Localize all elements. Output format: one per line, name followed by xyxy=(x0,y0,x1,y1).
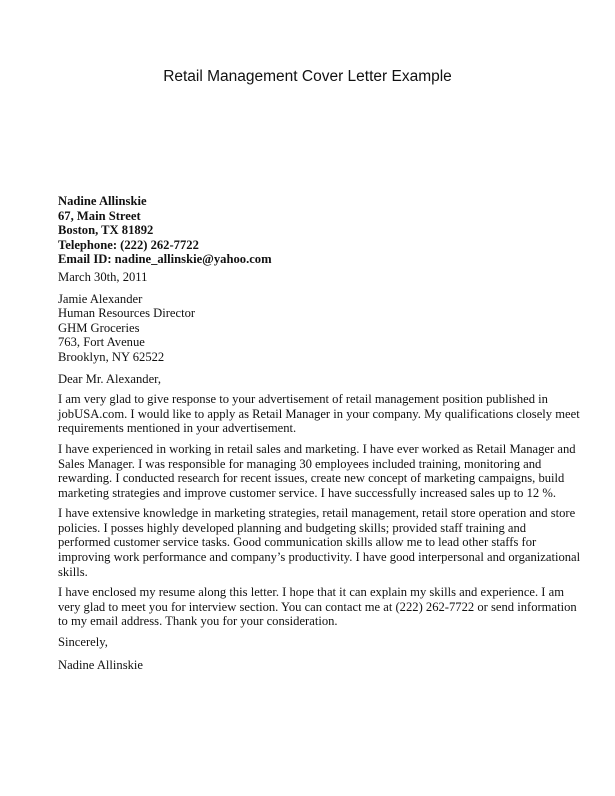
signature-name: Nadine Allinskie xyxy=(58,657,143,672)
paragraph-line: I have extensive knowledge in marketing strategies, retail management, retail store operation and store xyxy=(58,506,576,521)
paragraph-3 xyxy=(58,506,581,579)
sender-block xyxy=(58,194,568,267)
paragraph-line: policies. I posses highly developed planning and budgeting skills; provided staff training and xyxy=(58,520,527,535)
recipient-title: Human Resources Director xyxy=(58,306,196,321)
paragraph-line: improving work performance and company’s productivity. I have good interpersonal and organizational xyxy=(58,550,581,565)
paragraph-line: marketing strategies and improve customer service. I have successfully increased sales up to 12 %. xyxy=(58,485,556,500)
paragraph-line: I have enclosed my resume along this letter. I hope that it can explain my skills and experience. I am xyxy=(58,585,565,600)
paragraph-line: I am very glad to give response to your advertisement of retail management position published in xyxy=(58,392,548,407)
salutation: Dear Mr. Alexander, xyxy=(58,371,162,386)
sender-street: 67, Main Street xyxy=(58,208,141,223)
paragraph-1 xyxy=(58,392,580,436)
paragraph-line: performed customer service tasks. Good communication skills allow me to lead other staffs for xyxy=(58,535,537,550)
paragraph-4 xyxy=(58,585,577,629)
paragraph-line: very glad to meet you for interview section. You can contact me at (222) 262-7722 or send information xyxy=(58,599,577,614)
paragraph-line: to my email address. Thank you for your consideration. xyxy=(58,614,338,629)
recipient-block xyxy=(58,292,568,365)
recipient-city: Brooklyn, NY 62522 xyxy=(58,349,165,364)
letter-body xyxy=(58,194,581,672)
recipient-street: 763, Fort Avenue xyxy=(58,335,145,350)
sender-telephone: Telephone: (222) 262-7722 xyxy=(58,237,199,252)
letter-date: March 30th, 2011 xyxy=(58,269,148,284)
sender-city: Boston, TX 81892 xyxy=(58,223,154,238)
paragraph-line: rewarding. I conducted research for recent issues, create new concept of marketing campaigns, build xyxy=(58,471,565,486)
recipient-name: Jamie Alexander xyxy=(58,291,143,306)
document-title: Retail Management Cover Letter Example xyxy=(163,68,452,85)
sender-name: Nadine Allinskie xyxy=(58,194,147,208)
closing: Sincerely, xyxy=(58,635,108,650)
recipient-company: GHM Groceries xyxy=(58,320,140,335)
paragraph-line: requirements mentioned in your advertisement. xyxy=(58,421,297,436)
sender-email: Email ID: nadine_allinskie@yahoo.com xyxy=(58,252,272,267)
paragraph-line: jobUSA.com. I would like to apply as Retail Manager in your company. My qualifications closely meet xyxy=(58,406,580,421)
paragraph-2 xyxy=(58,441,576,500)
paragraph-line: Sales Manager. I was responsible for managing 30 employees included training, monitoring and xyxy=(58,456,542,471)
paragraph-line: I have experienced in working in retail sales and marketing. I have ever worked as Retail Manager and xyxy=(58,441,576,456)
paragraph-line: skills. xyxy=(58,564,88,579)
